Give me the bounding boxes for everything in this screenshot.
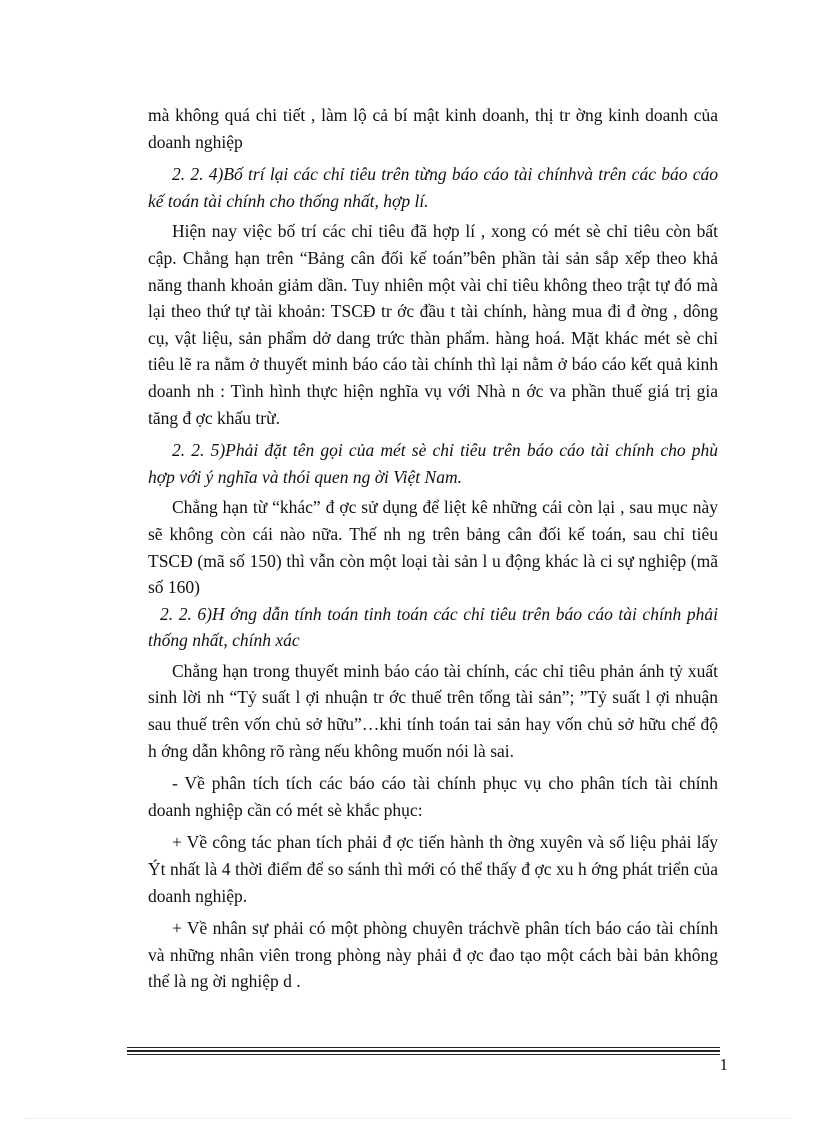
paragraph-analysis-intro: - Về phân tích tích các báo cáo tài chính phục vụ cho phân tích tài chính doanh nghiệp cần có mét sè khắc phục: <box>148 773 718 820</box>
section-heading-2-2-4: 2. 2. 4)Bố trí lại các chỉ tiêu trên từng báo cáo tài chínhvà trên các báo cáo kế toán tài chính cho thống nhất, hợp lí. <box>148 164 718 211</box>
section-heading-2-2-6: 2. 2. 6)H ớng dẫn tính toán tinh toán các chỉ tiêu trên báo cáo tài chính phải thống nhất, chính xác <box>148 603 718 651</box>
section-heading-2-2-5: 2. 2. 5)Phải đặt tên gọi của mét sè chỉ tiêu trên báo cáo tài chính cho phù hợp với ý nghĩa và thói quen ng ời Việt Nam. <box>148 440 718 487</box>
footer-rule-bottom <box>127 1054 720 1055</box>
paragraph-layout-issues: Hiện nay việc bố trí các chỉ tiêu đã hợp lí , xong có mét sè chỉ tiêu còn bất cập. Chẳng hạn trên “Bảng cân đối kế toán”bên phần tài sản sắp xếp theo khả năng thanh khoản giảm dần. Tuy nhiên một vài chỉ tiêu không theo trật tự đó mà lại theo thứ tự tài khoản: TSCĐ tr ớc đầu t tài chính, hàng mua đi đ ờng , dông cụ, vật liệu, sản phẩm dở dang trức thàn phẩm. hàng hoá. Mặt khác mét sè chỉ tiêu lẽ ra nằm ở thuyết minh báo cáo tài chính thì lại nằm ở báo cáo kết quả kinh doanh nh : Tình hình thực hiện nghĩa vụ với Nhà n ớc va phần thuế giá trị gia tăng đ ợc khấu trừ. <box>148 221 718 428</box>
page-number: 1 <box>719 1055 728 1074</box>
paragraph-analysis-staff: + Về nhân sự phải có một phòng chuyên tráchvề phân tích báo cáo tài chính và những nhân viên trong phòng này phải đ ợc đao tạo một cách bài bản không thể là ng ời nghiệp d . <box>148 918 718 992</box>
paragraph-analysis-frequency: + Về công tác phan tích phải đ ợc tiến hành th ờng xuyên và số liệu phải lấy Ýt nhất là 4 thời điểm để so sánh thì mới có thể thấy đ ợc xu h ớng phát triển của doanh nghiệp. <box>148 832 718 906</box>
paragraph-continuation: mà không quá chi tiết , làm lộ cả bí mật kinh doanh, thị tr ờng kinh doanh của doanh nghiệp <box>148 105 718 152</box>
footer-rule-middle <box>127 1050 720 1052</box>
footer-rule-top <box>127 1047 720 1048</box>
paragraph-calculation-example: Chẳng hạn trong thuyết minh báo cáo tài chính, các chỉ tiêu phản ánh tỷ xuất sinh lời nh “Tỷ suất l ợi nhuận tr ớc thuế trên tổng tài sản”; ”Tỷ suất l ợi nhuận sau thuế trên vốn chủ sở hữu”…khi tính toán tai sản hay vốn chủ sở hữu chế độ h ớng dẫn không rõ ràng nếu không muốn nói là sai. <box>148 660 718 761</box>
body-text <box>148 102 718 995</box>
paragraph-naming-example: Chẳng hạn từ “khác” đ ợc sử dụng để liệt kê những cái còn lại , sau mục này sẽ không còn cái nào nữa. Thế nh ng trên bảng cân đối kế toán, sau chỉ tiêu TSCĐ (mã số 150) thì vẫn còn một loại tài sản l u động khác là ci sự nghiệp (mã số 160) <box>148 497 718 598</box>
page-edge-dotted-line <box>24 1118 792 1119</box>
